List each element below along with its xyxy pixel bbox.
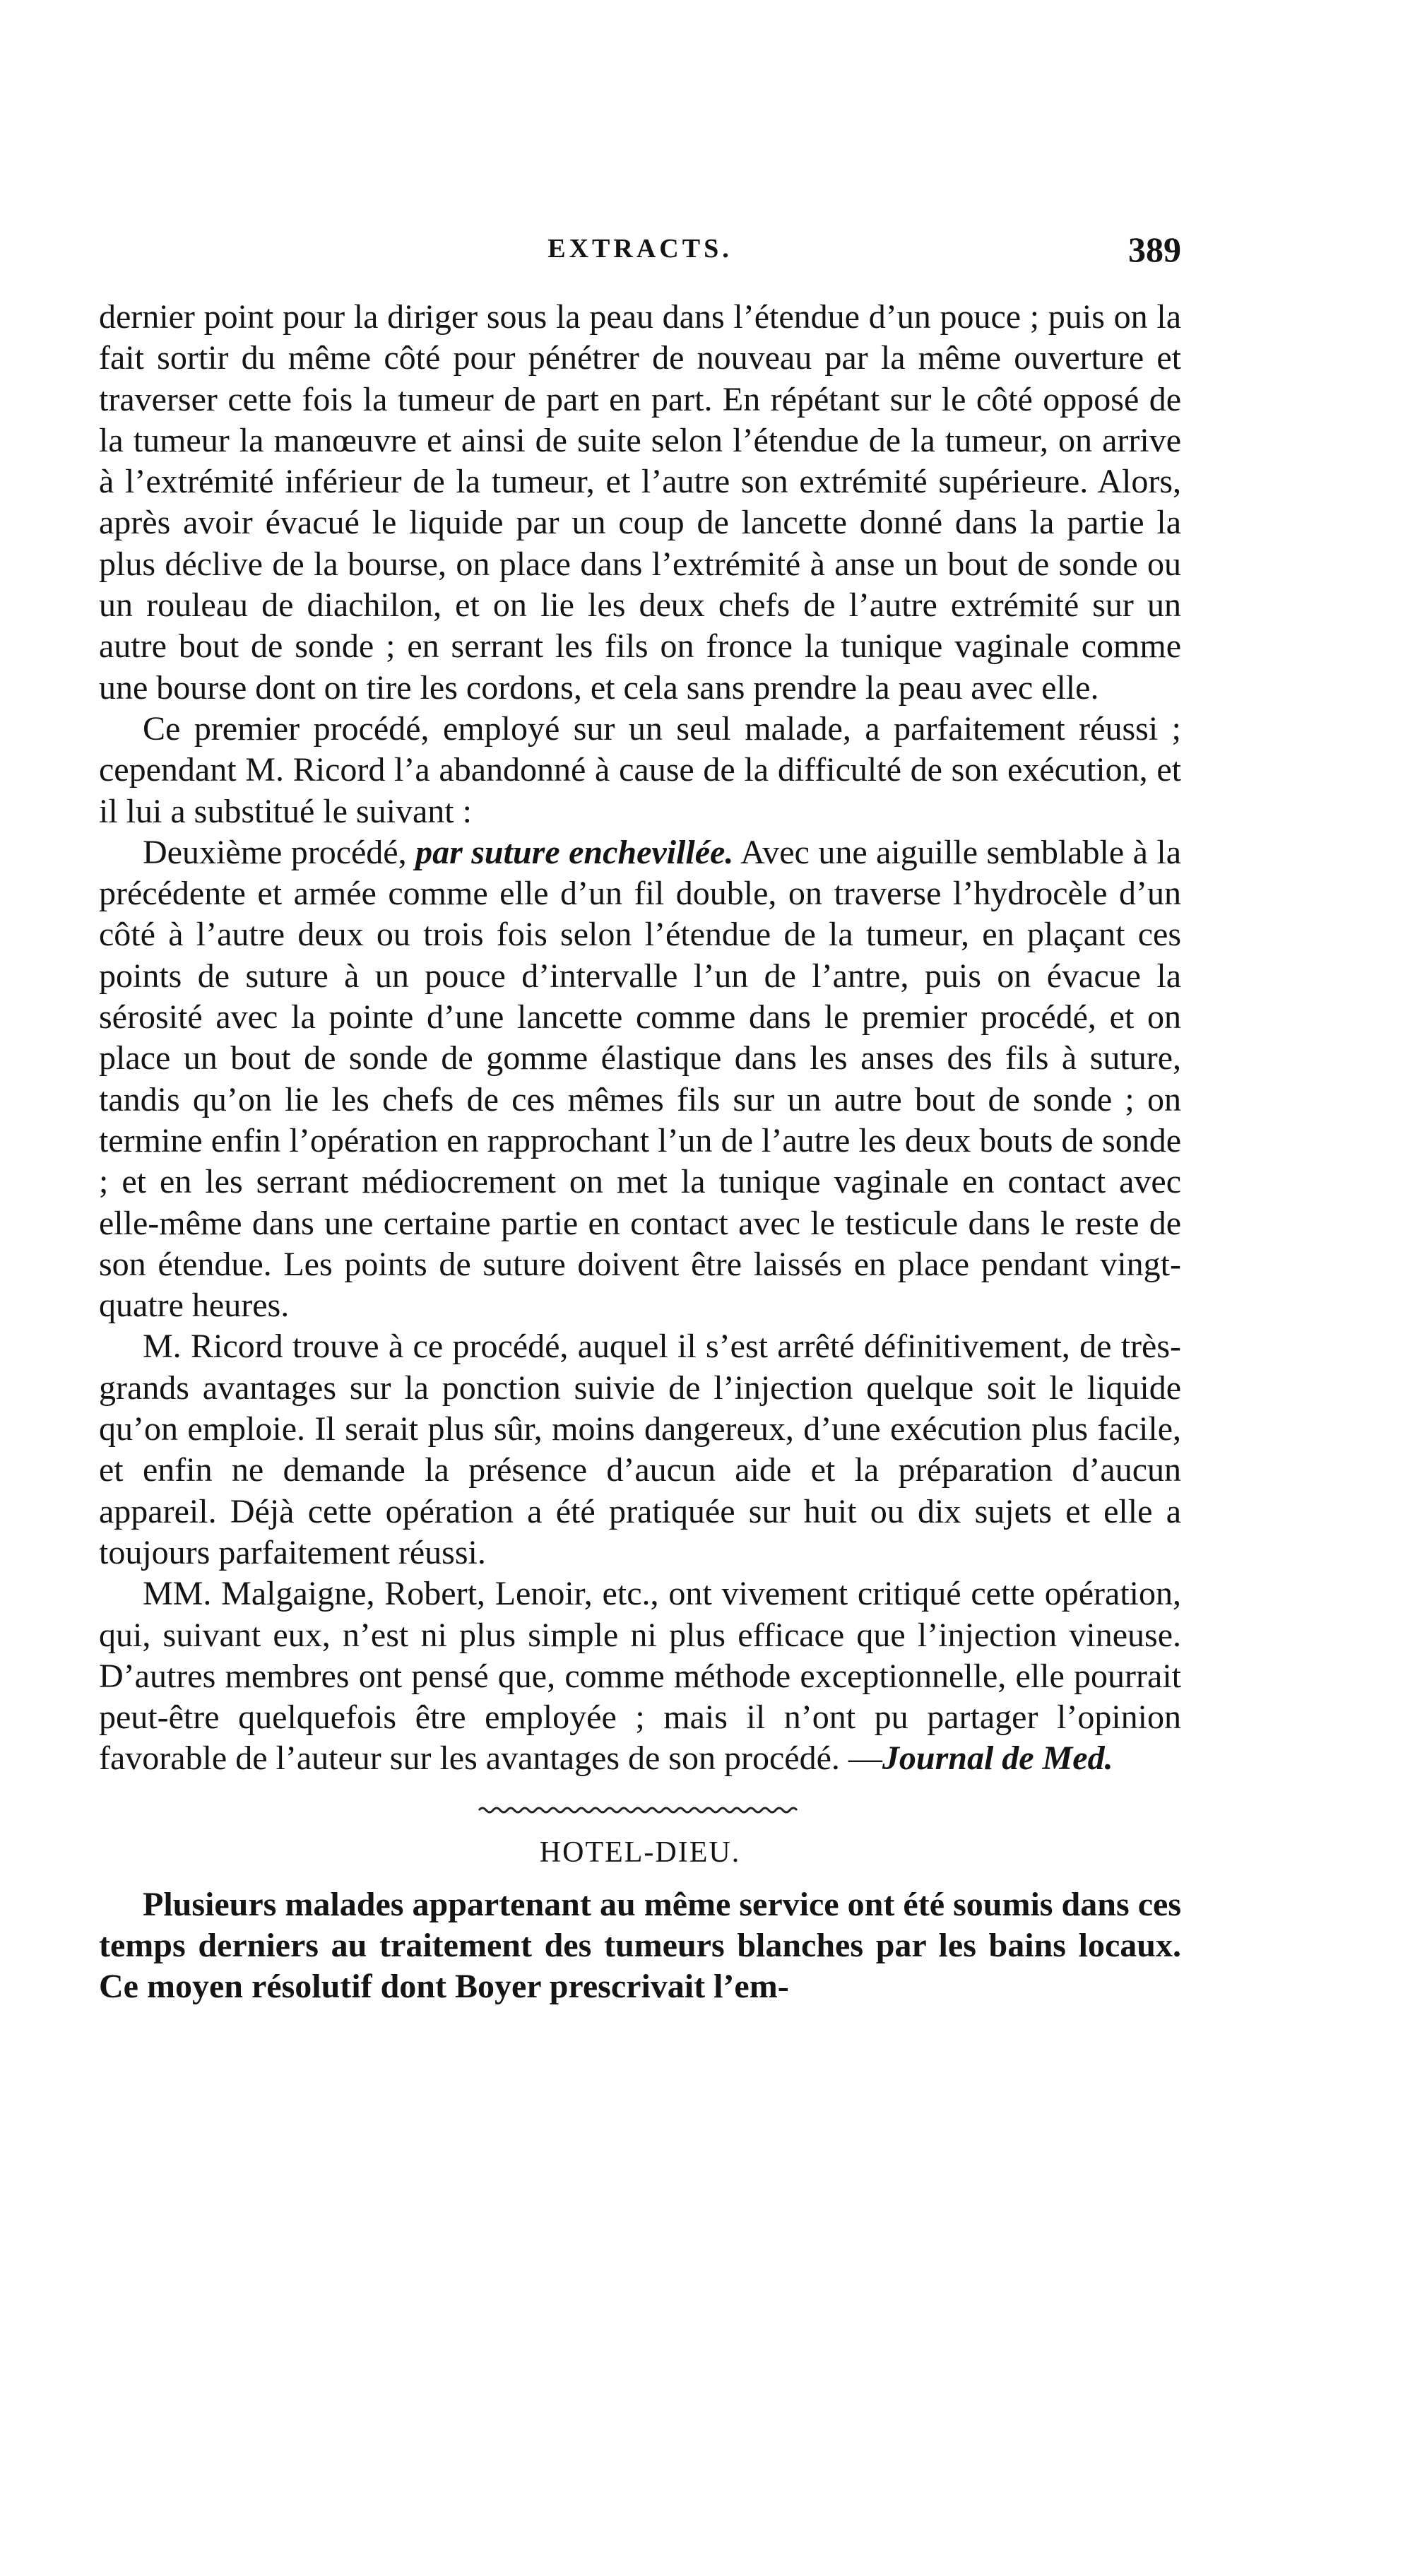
running-head: EXTRACTS. — [547, 234, 733, 264]
ornamental-divider — [478, 1804, 803, 1816]
journal-citation: Journal de Med. — [882, 1739, 1113, 1778]
paragraph-continuation: dernier point pour la diriger sous la peau dans l’étendue d’un pouce ; puis on la fait sortir du même côté pour pénétrer de nouveau par la même ouverture et traverser cette fois la tumeur de part en part. En répétant sur le côté opposé de la tumeur la manœuvre et ainsi de suite selon l’étendue de la tumeur, on arrive à l’extrémité inférieur de la tumeur, et l’autre son extrémité supérieure. Alors, après avoir évacué le liquide par un coup de lancette donné dans la partie la plus déclive de la bourse, on place dans l’extrémité à anse un bout de sonde ou un rouleau de diachilon, et on lie les deux chefs de l’autre extrémité sur un autre bout de sonde ; en serrant les fils on fronce la tunique vaginale comme une bourse dont on tire les cordons, et cela sans prendre la peau avec elle. — [99, 298, 1181, 707]
paragraph-hotel-dieu: Plusieurs malades appartenant au même service ont été soumis dans ces temps derniers au traitement des tumeurs blanches par les bains locaux. Ce moyen résolutif dont Boyer prescrivait l’em- — [99, 1885, 1181, 2006]
second-procedure-lead: Deuxième procédé, — [143, 833, 416, 871]
second-procedure-title: par suture enchevillée. — [415, 833, 734, 871]
body-text — [99, 297, 1181, 2008]
paragraph-ricord-advantages: M. Ricord trouve à ce procédé, auquel il s’est arrêté définitivement, de très-grands avantages sur la ponction suivie de l’injection quelque soit le liquide qu’on emploie. Il serait plus sûr, moins dangereux, d’une exécution plus facile, et enfin ne demande la présence d’aucun aide et la préparation d’aucun appareil. Déjà cette opération a été pratiquée sur huit ou dix sujets et elle a toujours parfaitement réussi. — [99, 1328, 1181, 1571]
paragraph-critics — [99, 1573, 1181, 1779]
paragraph-first-procedure: Ce premier procédé, employé sur un seul malade, a parfaitement réussi ; cependant M. Ricord l’a abandonné à cause de la difficulté de son exécution, et il lui a substitué le suivant : — [99, 709, 1181, 830]
paragraph-second-procedure — [99, 832, 1181, 1327]
critics-body: MM. Malgaigne, Robert, Lenoir, etc., ont vivement critiqué cette opération, qui, suivant eux, n’est ni plus simple ni plus efficace que l’injection vineuse. D’autres membres ont pensé que, comme méthode exceptionnelle, elle pourrait peut-être quelquefois être employée ; mais il n’ont pu partager l’opinion favorable de l’auteur sur les avantages de son procédé. — — [99, 1575, 1181, 1778]
section-heading: HOTEL-DIEU. — [539, 1836, 741, 1869]
second-procedure-body: Avec une aiguille semblable à la précédente et armée comme elle d’un fil double, on traverse l’hydrocèle d’un côté à l’autre deux ou trois fois selon l’étendue de la tumeur, en plaçant ces points de suture à un pouce d’intervalle l’un de l’antre, puis on évacue la sérosité avec la pointe d’une lancette comme dans le premier procédé, et on place un bout de sonde de gomme élastique dans les anses des fils à suture, tandis qu’on lie les chefs de ces mêmes fils sur un autre bout de sonde ; on termine enfin l’opération en rapprochant l’un de l’autre les deux bouts de sonde ; et en les serrant médiocrement on met la tunique vaginale en contact avec elle-même dans une certaine partie en contact avec le testicule dans le reste de son étendue. Les points de suture doivent être laissés en place pendant vingt-quatre heures. — [99, 833, 1181, 1325]
page-header — [99, 230, 1181, 276]
page-number: 389 — [1128, 230, 1181, 269]
